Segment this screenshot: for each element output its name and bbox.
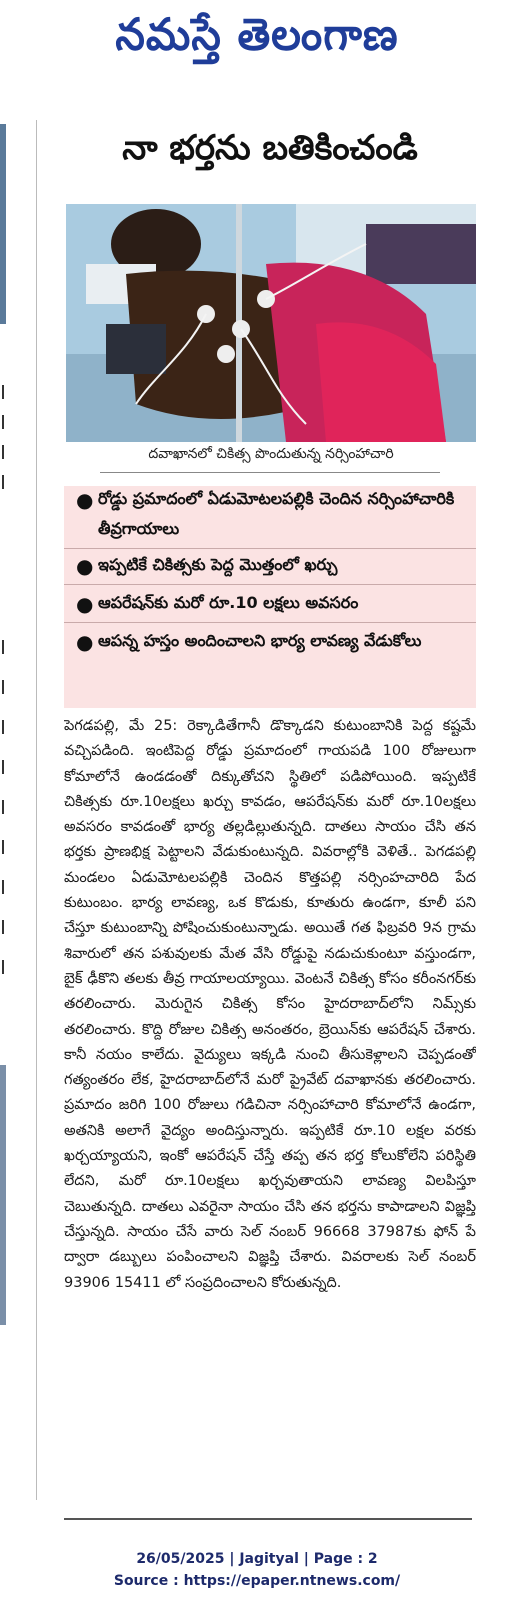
caption-underline — [100, 472, 440, 473]
highlight-text: రోడ్డు ప్రమాదంలో ఏడుమోటలపల్లికి చెందిన నర్సింహాచారికి తీవ్రగాయాలు — [98, 489, 455, 538]
bullet-icon: ● — [76, 554, 94, 578]
highlights-box — [64, 486, 476, 708]
text-fragment — [2, 475, 12, 489]
edition-info: 26/05/2025 | Jagityal | Page : 2 — [136, 1551, 378, 1567]
photo-caption: దవాఖానలో చికిత్స పొందుతున్న నర్సింహాచారి — [148, 446, 394, 462]
adjacent-column-edge — [0, 120, 40, 1500]
highlight-text: ఆపన్న హస్తం అందించాలని భార్య లావణ్య వేడుకోలు — [98, 631, 422, 650]
article-end-rule — [64, 1518, 472, 1520]
highlight-text: ఇప్పటికే చికిత్సకు పెద్ద మొత్తంలో ఖర్చు — [98, 555, 338, 574]
source-link[interactable]: Source : https://epaper.ntnews.com/ — [113, 1573, 401, 1589]
text-fragment — [2, 445, 12, 459]
text-fragment — [2, 960, 12, 974]
adjacent-photo-sliver — [0, 124, 6, 324]
highlight-divider — [64, 584, 476, 585]
adjacent-photo-sliver — [0, 1065, 6, 1325]
text-fragment — [2, 415, 12, 429]
bullet-icon: ● — [76, 630, 94, 654]
hospital-photo — [66, 204, 476, 442]
patient-in-hospital-bed-image — [66, 204, 476, 442]
text-fragment — [2, 880, 12, 894]
page-footer — [0, 1548, 514, 1592]
masthead — [0, 0, 514, 80]
text-fragment — [2, 800, 12, 814]
highlight-divider — [64, 548, 476, 549]
highlight-text: ఆపరేషన్‌కు మరో రూ.10 లక్షలు అవసరం — [98, 593, 359, 612]
text-fragment — [2, 720, 12, 734]
article-headline: నా భర్తను బతికించండి — [122, 128, 418, 168]
text-fragment — [2, 680, 12, 694]
text-fragment — [2, 840, 12, 854]
newspaper-title: నమస్తే తెలంగాణ — [115, 8, 399, 60]
text-fragment — [2, 760, 12, 774]
bullet-icon: ● — [76, 592, 94, 616]
text-fragment — [2, 920, 12, 934]
bullet-icon: ● — [76, 488, 94, 512]
text-fragment — [2, 385, 12, 399]
text-fragment — [2, 640, 12, 654]
highlight-divider — [64, 622, 476, 623]
column-divider — [36, 120, 37, 1500]
article-body: పెగడపల్లి, మే 25: రెక్కాడితేగానీ డొక్కాడని కుటుంబానికి పెద్ద కష్టమే వచ్చిపడింది. ఇంటిపెద్ద రోడ్డు ప్రమాదంలో గాయపడి 100 రోజులుగా కోమాలోనే ఉండడంతో దిక్కుతోచని స్థితిలో పడిపోయింది. ఇప్పటికే చికిత్సకు రూ.10లక్షలు ఖర్చు కావడం, ఆపరేషన్‌కు మరో రూ.10లక్షలు అవసరం కావడంతో భార్య తల్లడిల్లుతున్నది. దాతలు సాయం చేసి తన భర్తకు ప్రాణభిక్ష పెట్టాలని వేడుకుంటున్నది. వివరాల్లోకి వెళితే.. పెగడపల్లి మండలం ఏడుమోటలపల్లికి చెందిన కొత్తపల్లి నర్సింహచారిది పేద కుటుంబం. భార్య లావణ్య, ఒక కొడుకు, కూతురు ఉండగా, కూలీ పని చేస్తూ కుటుంబాన్ని పోషించుకుంటున్నాడు. అయితే గత ఫిబ్రవరి 9న గ్రామ శివారులో తన పశువులకు మేత వేసి రోడ్డుపై నడుచుకుంటూ వస్తుండగా, బైక్ ఢీకొని తలకు తీవ్ర గాయాలయ్యాయి. వెంటనే చికిత్స కోసం కరీంనగర్‌కు తరలించారు. మెరుగైన చికిత్స కోసం హైదరాబాద్‌లోని నిమ్స్‌కు తరలించారు. కొద్ది రోజుల చికిత్స అనంతరం, బ్రెయిన్‌కు ఆపరేషన్ చేశారు. కానీ నయం కాలేదు. వైద్యులు ఇక్కడి నుంచి తీసుకెళ్లాలని చెప్పడంతో గత్యంతరం లేక, హైదరాబాద్‌లోనే మరో ప్రైవేట్ దవాఖానకు తరలించారు. ప్రమాదం జరిగి 100 రోజులు గడిచినా నర్సింహాచారి కోమాలోనే ఉండగా, అతనికి అలాగే వైద్యం అందిస్తున్నారు. ఇప్పటికే రూ.10 లక్షల వరకు ఖర్చయ్యాయని, ఇంకో ఆపరేషన్ చేస్తే తప్ప తన భర్త కోలుకోలేని పరిస్థితి లేదని, మరో రూ.10లక్షలు ఖర్చవుతాయని లావణ్య విలపిస్తూ చెబుతున్నది. దాతలు ఎవరైనా సాయం చేసి తన భర్తను కాపాడాలని విజ్ఞప్తి చేస్తున్నది. సాయం చేసే వారు సెల్ నంబర్ 96668 37987కు ఫోన్ పే ద్వారా డబ్బులు పంపించాలని విజ్ఞప్తి చేశారు. వివరాలకు సెల్ నంబర్ 93906 15411 లో సంప్రదించాలని కోరుతున్నది. — [64, 718, 476, 1291]
